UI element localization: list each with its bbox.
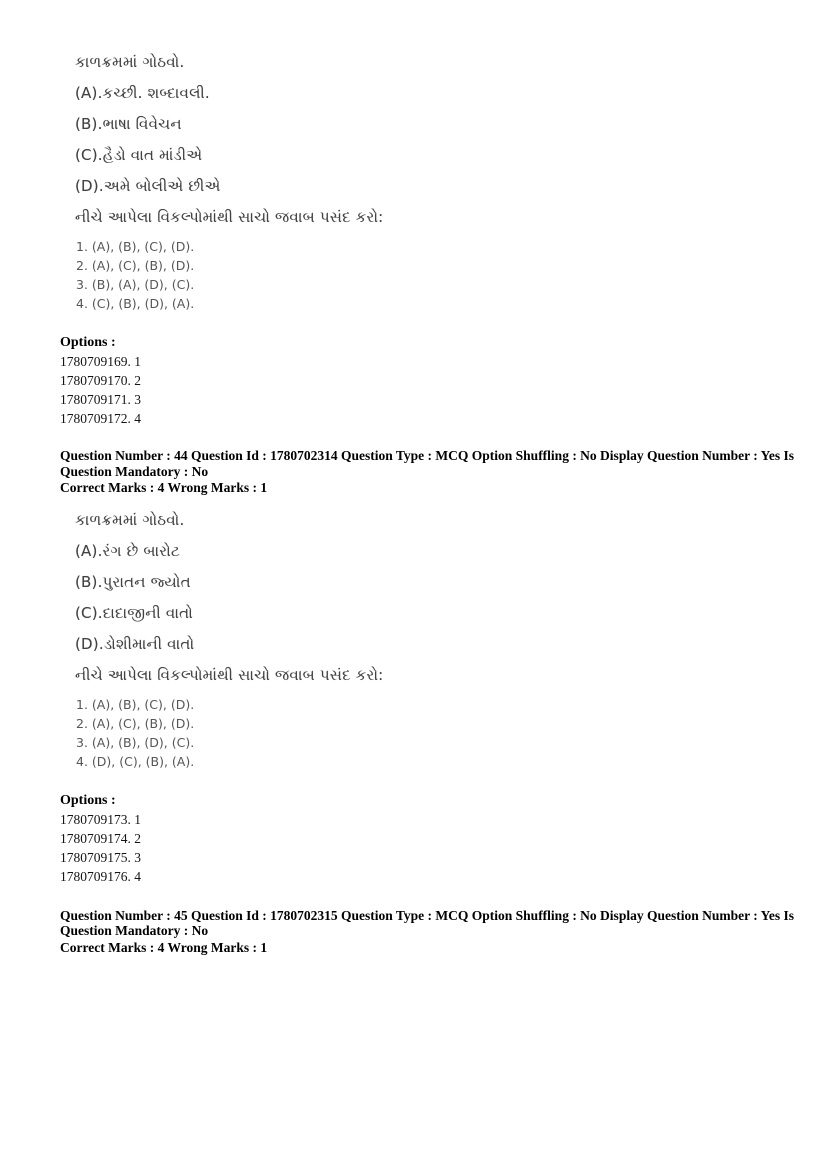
question-44-body [60,505,770,886]
answer-choice-3: 3. (A), (B), (D), (C). [76,734,195,750]
answer-choice-list [76,237,770,313]
question-43-continuation [60,47,770,428]
option-id-3: 1780709171. 3 [60,392,141,407]
question-marks-line: Correct Marks : 4 Wrong Marks : 1 [60,480,268,495]
question-45-metadata [60,907,794,956]
answer-choice-3: 3. (B), (A), (D), (C). [76,277,195,292]
question-instruction: નીચે આપેલા વિકલ્પોમાંથી સાચો જવાબ પસંદ કરો: [75,208,384,226]
match-item-c: (C).હૈડો વાત માંડીએ [75,146,203,164]
option-id-4: 1780709172. 4 [60,411,141,426]
answer-choice-list [76,695,770,771]
match-item-c: (C).દાદાજીની વાતો [75,603,194,622]
match-item-a: (A).કચ્છી. શબ્દાવલી. [75,84,210,102]
question-meta-line-2: Question Mandatory : No [60,463,209,479]
question-45 [60,907,794,956]
answer-choice-1: 1. (A), (B), (C), (D). [76,239,195,254]
question-prompt: કાળક્રમમાં ગોઠવો. [75,510,185,529]
match-item-b: (B).ભાષા વિવેચન [75,115,182,133]
match-item-a: (A).રંગ છે બારોટ [75,541,180,560]
options-heading: Options : [60,335,116,350]
question-meta-line-1: Question Number : 44 Question Id : 1780702314 Question Type : MCQ Option Shuffling : No Display Question Number : Yes Is [60,448,794,463]
match-item-d: (D).ડોશીમાની વાતો [75,634,195,653]
option-id-3: 1780709175. 3 [60,849,141,865]
question-44 [60,448,794,886]
question-meta-line-2: Question Mandatory : No [60,923,209,938]
question-instruction: નીચે આપેલા વિકલ્પોમાંથી સાચો જવાબ પસંદ કરો: [75,665,384,684]
answer-choice-4: 4. (C), (B), (D), (A). [76,296,195,311]
question-meta-line-1: Question Number : 45 Question Id : 1780702315 Question Type : MCQ Option Shuffling : No Display Question Number : Yes Is [60,907,794,923]
question-prompt: કાળક્રમમાં ગોઠવો. [75,53,185,71]
answer-choice-2: 2. (A), (C), (B), (D). [76,715,195,731]
answer-choice-2: 2. (A), (C), (B), (D). [76,258,195,273]
question-marks-line: Correct Marks : 4 Wrong Marks : 1 [60,939,268,955]
option-id-4: 1780709176. 4 [60,868,141,884]
answer-choice-4: 4. (D), (C), (B), (A). [76,753,195,769]
options-heading: Options : [60,792,116,808]
option-id-2: 1780709170. 2 [60,373,141,388]
match-item-b: (B).પુરાતન જ્યોત [75,572,191,591]
option-id-1: 1780709169. 1 [60,354,141,369]
answer-choice-1: 1. (A), (B), (C), (D). [76,696,195,712]
option-id-1: 1780709173. 1 [60,811,141,827]
option-id-2: 1780709174. 2 [60,830,141,846]
match-item-d: (D).અમે બોલીએ છીએ [75,177,221,195]
question-44-metadata [60,448,794,496]
